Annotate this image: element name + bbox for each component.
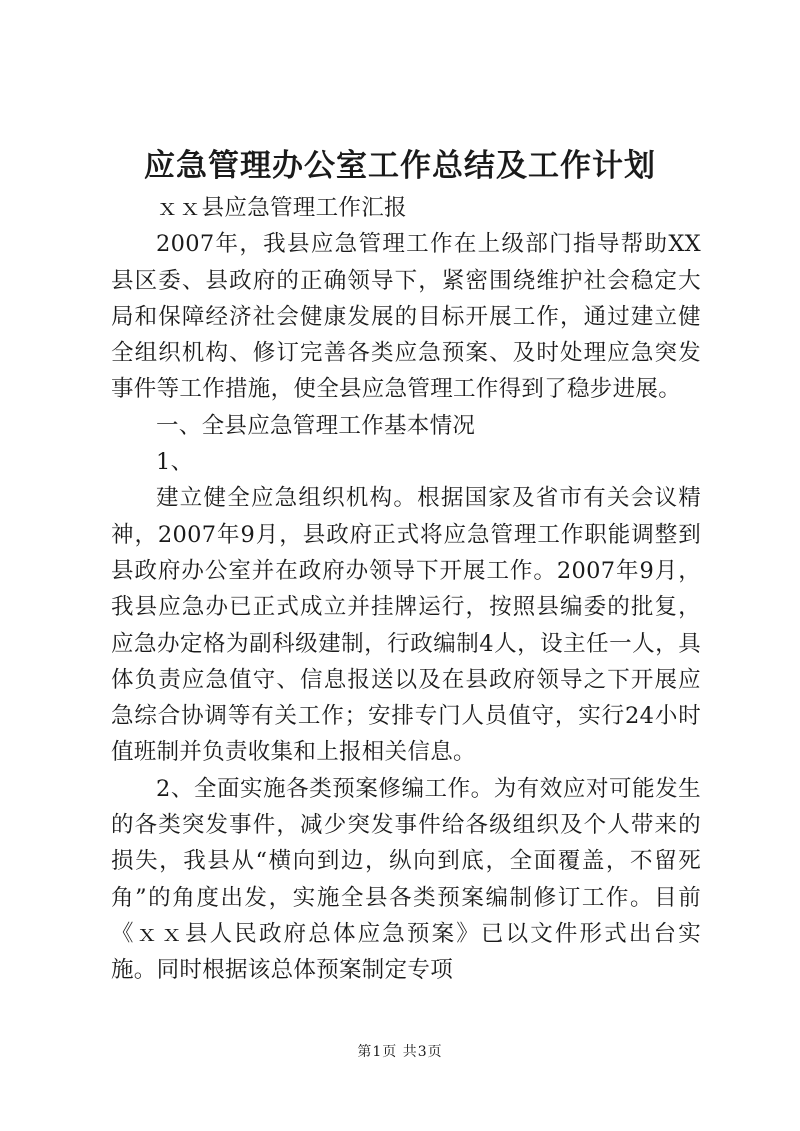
report-subtitle: ｘｘ县应急管理工作汇报 [156, 195, 407, 221]
intro-paragraph: 2007年，我县应急管理工作在上级部门指导帮助XX县区委、县政府的正确领导下，紧密围绕维护社会稳定大局和保障经济社会健康发展的目标开展工作，通过建立健全组织机构、修订完善各类应急预案、及时处理应急突发事件等工作措施，使全县应急管理工作得到了稳步进展。 [111, 231, 701, 403]
paragraph-plans: 2、全面实施各类预案修编工作。为有效应对可能发生的各类突发事件，减少突发事件给各级组织及个人带来的损失，我县从“横向到边，纵向到底，全面覆盖，不留死角”的角度出发，实施全县各类预案编制修订工作。目前《ｘｘ县人民政府总体应急预案》已以文件形式出台实施。同时根据该总体预案制定专项 [111, 775, 701, 984]
item-number: 1、 [156, 449, 194, 476]
page-footer: 第1页 共3页 [357, 1044, 443, 1060]
document-body [111, 190, 701, 989]
document-title: 应急管理办公室工作总结及工作计划 [144, 148, 656, 184]
section-heading: 一、全县应急管理工作基本情况 [156, 412, 476, 439]
paragraph-organization: 建立健全应急组织机构。根据国家及省市有关会议精神，2007年9月，县政府正式将应急管理工作职能调整到县政府办公室并在政府办领导下开展工作。2007年9月，我县应急办已正式成立并挂牌运行，按照县编委的批复，应急办定格为副科级建制，行政编制4人，设主任一人，具体负责应急值守、信息报送以及在县政府领导之下开展应急综合协调等有关工作；安排专门人员值守，实行24小时值班制并负责收集和上报相关信息。 [111, 485, 701, 766]
